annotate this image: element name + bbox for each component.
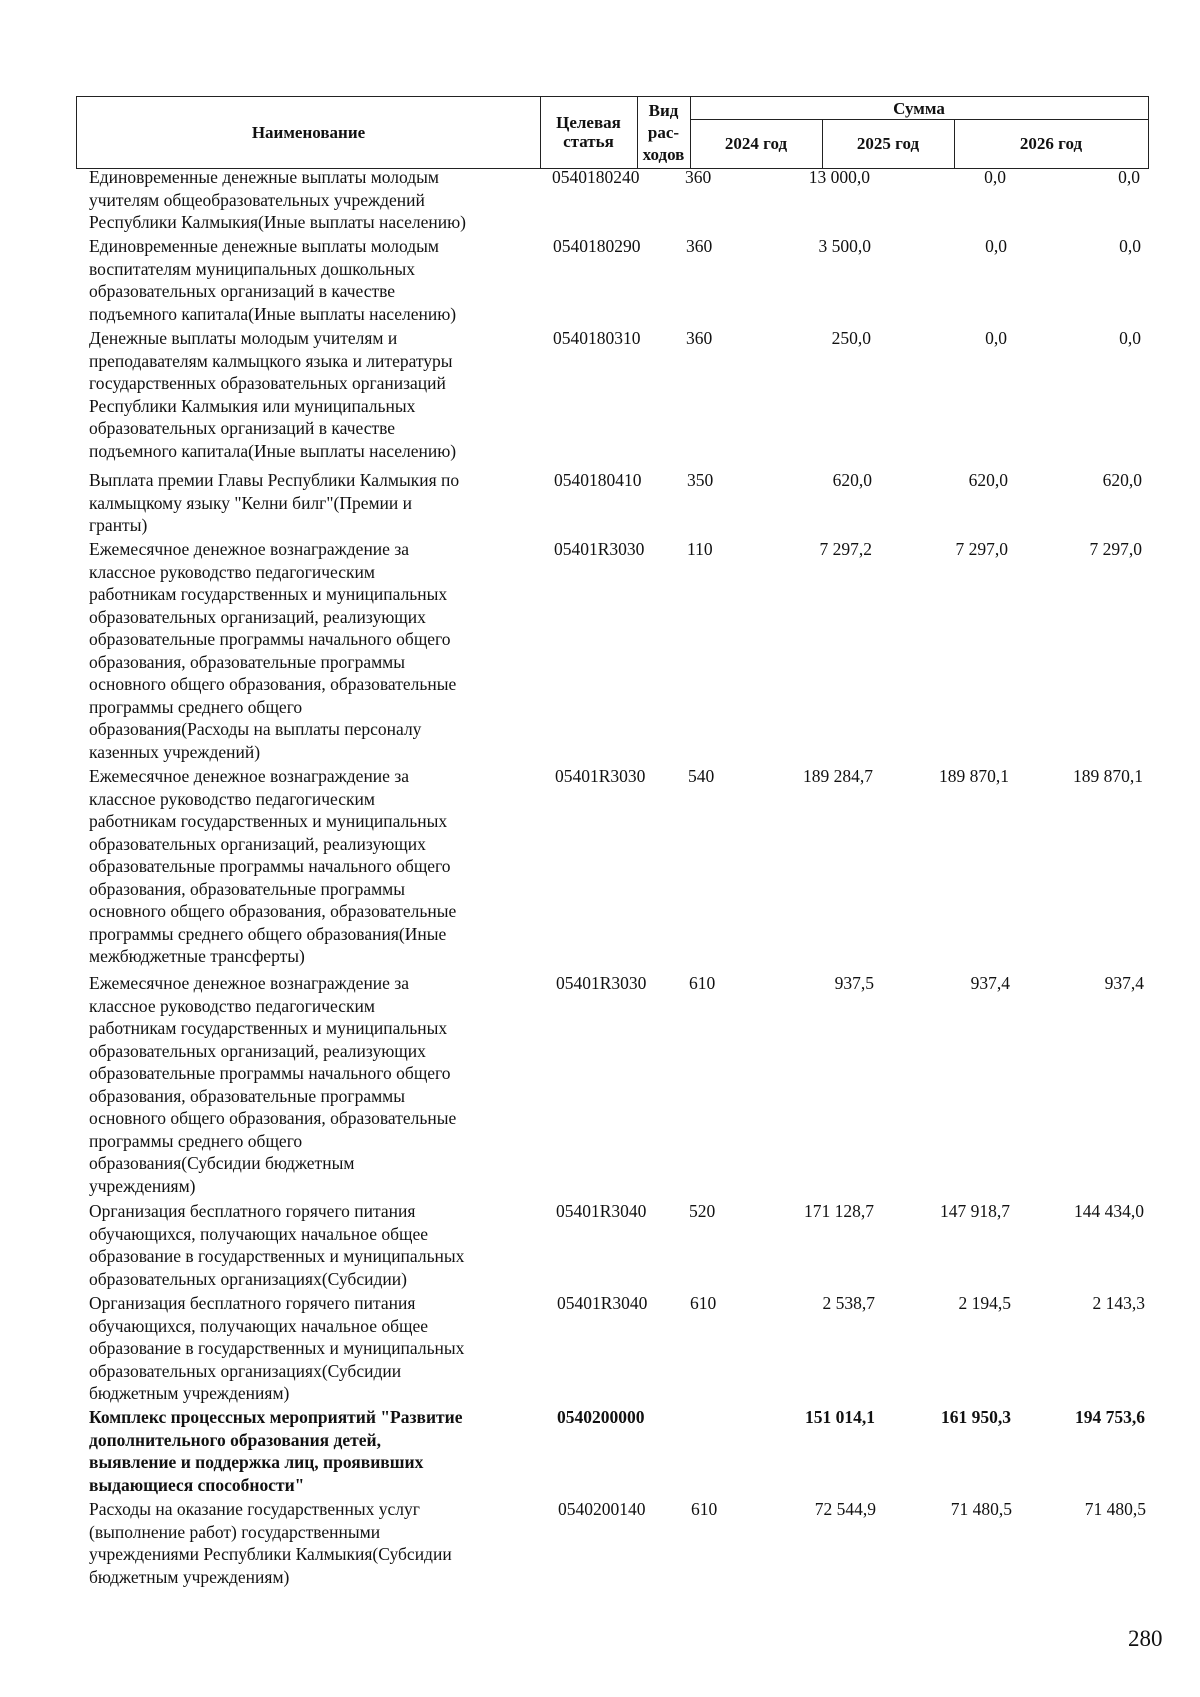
row-expense-kind: 540 (688, 766, 715, 786)
table-header (76, 96, 1149, 169)
row-name: Организация бесплатного горячего питания обучающихся, получающих начальное общее образование в государственных и муниципальных образовательных организациях(Субсидии бюджетным учреждениям) (89, 1293, 465, 1403)
row-sum-2025: 0,0 (985, 236, 1007, 256)
row-name: Единовременные денежные выплаты молодым учителям общеобразовательных учреждений Республики Калмыкия(Иные выплаты населению) (89, 167, 466, 232)
row-expense-kind: 360 (686, 328, 713, 348)
row-sum-2026: 0,0 (1119, 328, 1141, 348)
row-sum-2025: 620,0 (968, 470, 1008, 490)
row-target-article: 05401R3040 (557, 1293, 648, 1313)
row-sum-2026: 620,0 (1102, 470, 1142, 490)
row-target-article: 0540180310 (553, 328, 641, 348)
row-sum-2025: 147 918,7 (940, 1201, 1010, 1221)
row-name: Расходы на оказание государственных услуг (выполнение работ) государственными учреждениями Республики Калмыкия(Субсидии бюджетным учреждениям) (89, 1499, 452, 1587)
row-target-article: 0540180410 (554, 470, 642, 490)
row-sum-2024: 620,0 (832, 470, 872, 490)
row-sum-2026: 7 297,0 (1089, 539, 1142, 559)
row-sum-2025: 71 480,5 (950, 1499, 1012, 1519)
row-name: Организация бесплатного горячего питания обучающихся, получающих начальное общее образование в государственных и муниципальных образовательных организациях(Субсидии) (89, 1201, 465, 1289)
row-sum-2025: 2 194,5 (958, 1293, 1011, 1313)
row-expense-kind: 360 (685, 167, 712, 187)
row-target-article: 05401R3040 (556, 1201, 647, 1221)
header-year-2024: 2024 год (724, 133, 788, 153)
row-sum-2025: 161 950,3 (941, 1407, 1011, 1427)
row-sum-2026: 189 870,1 (1073, 766, 1143, 786)
row-name: Комплекс процессных мероприятий "Развитие дополнительного образования детей, выявление и поддержка лиц, проявивших выдающиеся способности" (89, 1407, 463, 1495)
header-target-article: Целевая статья (556, 113, 621, 151)
header-year-2026: 2026 год (1019, 133, 1083, 153)
row-sum-2024: 13 000,0 (808, 167, 870, 187)
row-target-article: 05401R3030 (556, 973, 647, 993)
row-sum-2025: 937,4 (970, 973, 1010, 993)
page-number: 280 (1128, 1626, 1163, 1651)
row-target-article: 05401R3030 (555, 766, 646, 786)
row-expense-kind: 360 (686, 236, 713, 256)
row-expense-kind: 610 (691, 1499, 718, 1519)
row-sum-2024: 7 297,2 (819, 539, 872, 559)
row-sum-2025: 0,0 (984, 167, 1006, 187)
row-sum-2026: 0,0 (1119, 236, 1141, 256)
header-year-2025: 2025 год (856, 133, 920, 153)
row-name: Ежемесячное денежное вознаграждение за классное руководство педагогическим работникам государственных и муниципальных образовательных организаций, реализующих образовательные программы начального общего образования, образовательные программы основного общего образования, образовательные программы среднего общего образования(Иные межбюджетные трансферты) (89, 766, 457, 966)
header-sum: Сумма (893, 98, 945, 118)
row-sum-2024: 72 544,9 (814, 1499, 876, 1519)
row-target-article: 0540200140 (558, 1499, 646, 1519)
row-sum-2026: 144 434,0 (1074, 1201, 1144, 1221)
row-sum-2025: 189 870,1 (939, 766, 1009, 786)
header-name: Наименование (251, 122, 366, 142)
row-sum-2026: 71 480,5 (1084, 1499, 1146, 1519)
row-target-article: 0540180290 (553, 236, 641, 256)
row-sum-2024: 937,5 (834, 973, 874, 993)
row-sum-2026: 2 143,3 (1092, 1293, 1145, 1313)
row-target-article: 0540200000 (557, 1407, 645, 1427)
row-sum-2025: 0,0 (985, 328, 1007, 348)
row-expense-kind: 110 (687, 539, 713, 559)
row-name: Ежемесячное денежное вознаграждение за классное руководство педагогическим работникам государственных и муниципальных образовательных организаций, реализующих образовательные программы начального общего образования, образовательные программы основного общего образования, образовательные программы среднего общего образования(Субсидии бюджетным учреждениям) (89, 973, 457, 1196)
row-sum-2026: 194 753,6 (1075, 1407, 1145, 1427)
row-target-article: 0540180240 (552, 167, 640, 187)
row-name: Ежемесячное денежное вознаграждение за классное руководство педагогическим работникам государственных и муниципальных образовательных организаций, реализующих образовательные программы начального общего образования, образовательные программы основного общего образования, образовательные программы среднего общего образования(Расходы на выплаты персоналу казенных учреждений) (89, 539, 457, 762)
row-sum-2024: 2 538,7 (822, 1293, 875, 1313)
row-name: Денежные выплаты молодым учителям и преподавателям калмыцкого языка и литературы государственных образовательных организаций Республики Калмыкия или муниципальных образовательных организаций в качестве подъемного капитала(Иные выплаты населению) (89, 328, 457, 461)
row-sum-2026: 0,0 (1118, 167, 1140, 187)
row-sum-2024: 189 284,7 (803, 766, 873, 786)
row-name: Единовременные денежные выплаты молодым воспитателям муниципальных дошкольных образовательных организаций в качестве подъемного капитала(Иные выплаты населению) (89, 236, 457, 324)
row-target-article: 05401R3030 (554, 539, 645, 559)
row-sum-2024: 250,0 (831, 328, 871, 348)
row-sum-2024: 171 128,7 (804, 1201, 874, 1221)
row-expense-kind: 610 (690, 1293, 717, 1313)
row-sum-2025: 7 297,0 (955, 539, 1008, 559)
row-sum-2024: 151 014,1 (805, 1407, 875, 1427)
row-sum-2024: 3 500,0 (818, 236, 871, 256)
row-expense-kind: 610 (689, 973, 716, 993)
row-expense-kind: 520 (689, 1201, 716, 1221)
row-name: Выплата премии Главы Республики Калмыкия по калмыцкому языку "Келни билг"(Премии и гранты) (89, 470, 460, 535)
header-expense-kind: Вид рас- ходов (642, 101, 685, 164)
row-expense-kind: 350 (687, 470, 714, 490)
row-sum-2026: 937,4 (1104, 973, 1144, 993)
